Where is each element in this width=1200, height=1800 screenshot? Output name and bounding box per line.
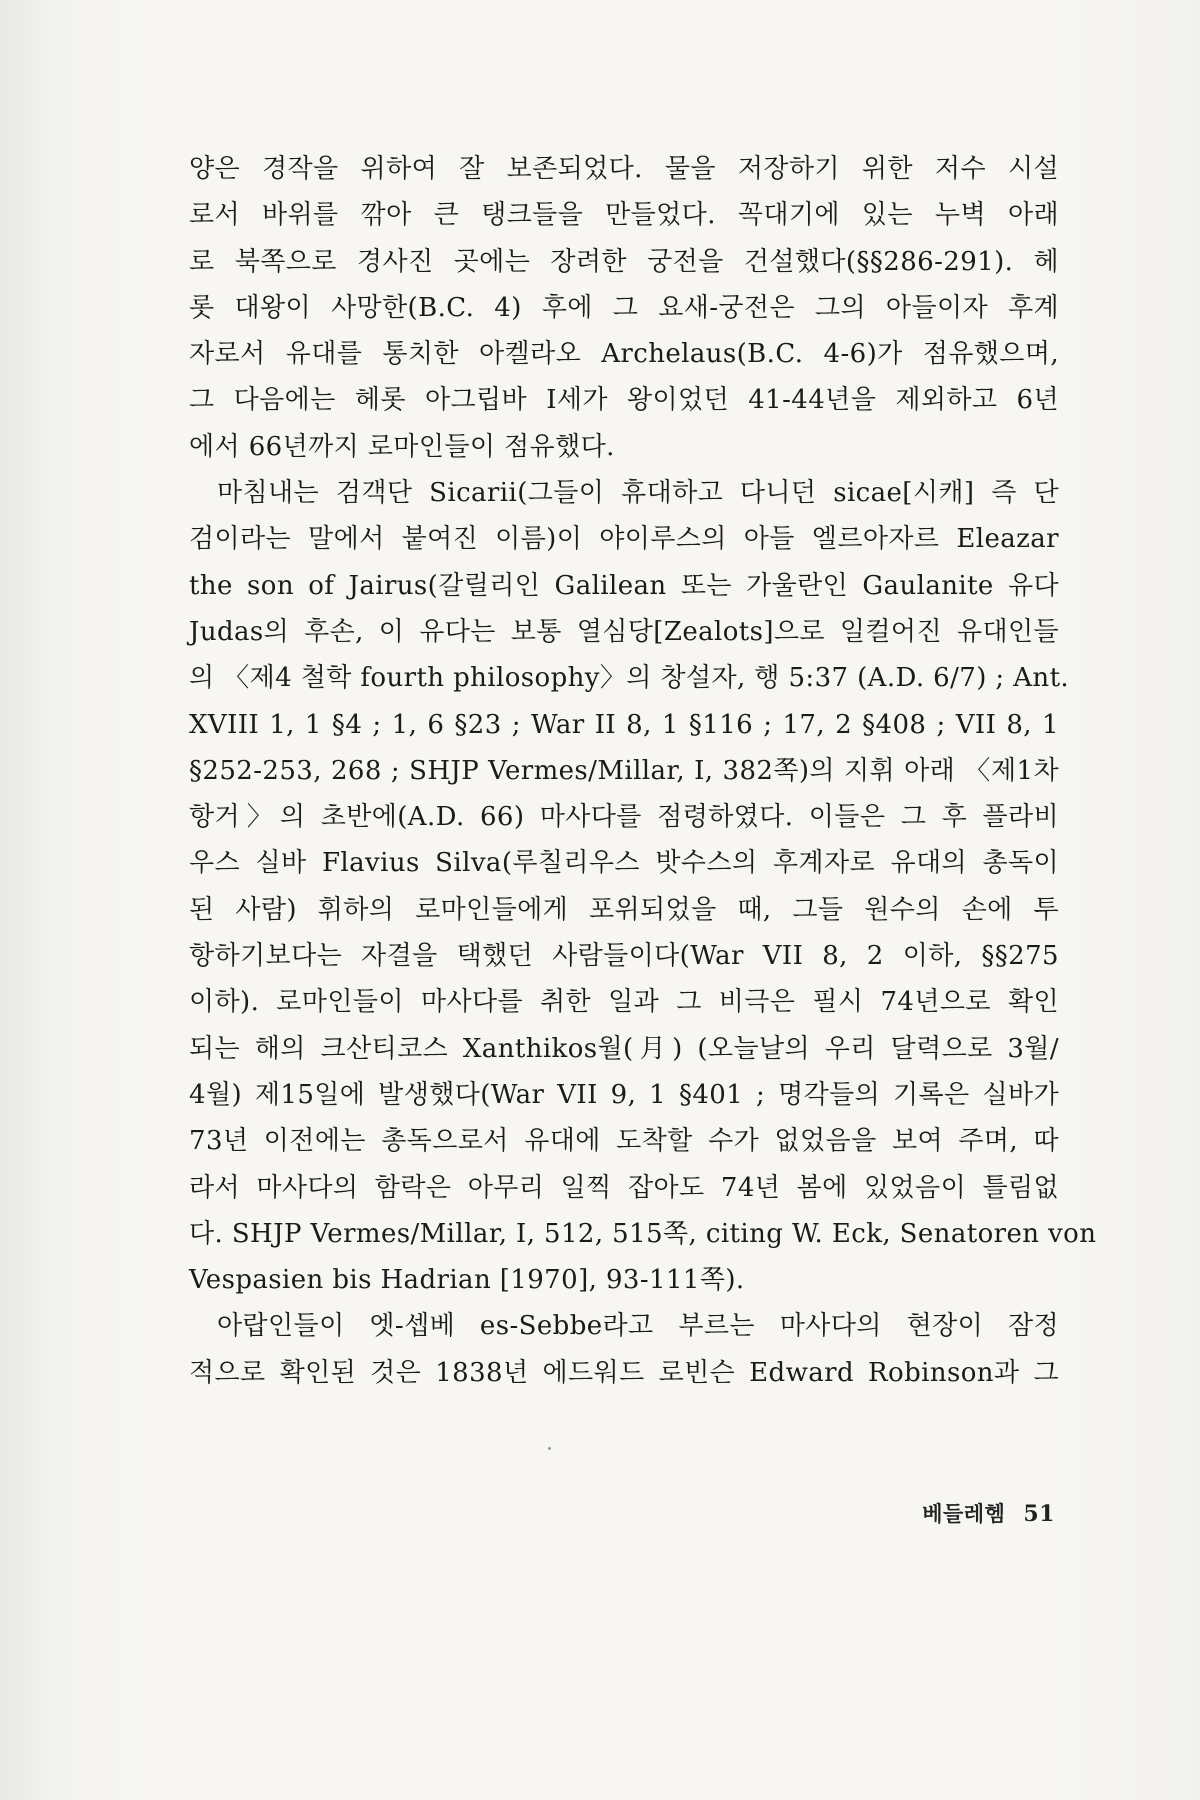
text-line: 라서 마사다의 함락은 아무리 일찍 잡아도 74년 봄에 있었음이 틀림없 [189,1172,1059,1203]
text-line: Vespasien bis Hadrian [1970], 93-111쪽). [189,1265,745,1296]
text-line: 로 북쪽으로 경사진 곳에는 장려한 궁전을 건설했다(§§286-291). 헤 [189,246,1059,277]
text-line: 다. SHJP Vermes/Millar, I, 512, 515쪽, citing W. Eck, Senatoren von [189,1218,1097,1249]
text-line: 이하). 로마인들이 마사다를 취한 일과 그 비극은 필시 74년으로 확인 [189,987,1059,1018]
text-line: 양은 경작을 위하여 잘 보존되었다. 물을 저장하기 위한 저수 시설 [189,154,1059,184]
text-line: 검이라는 말에서 붙여진 이름)이 야이루스의 아들 엘르아자르 Eleazar [189,524,1059,555]
paragraph-1 [189,146,1059,470]
text-line: 의 〈제4 철학 fourth philosophy〉의 창설자, 행 5:37 (A.D. 6/7) ; Ant. [189,663,1070,694]
text-line: 된 사람) 휘하의 로마인들에게 포위되었을 때, 그들 원수의 손에 투 [189,894,1059,925]
text-line: 우스 실바 Flavius Silva(루칠리우스 밧수스의 후계자로 유대의 총독이 [189,848,1059,879]
text-line: 롯 대왕이 사망한(B.C. 4) 후에 그 요새-궁전은 그의 아들이자 후계 [189,292,1059,323]
text-line: the son of Jairus(갈릴리인 Galilean 또는 가울란인 Gaulanite 유다 [189,570,1059,601]
paragraph-3 [189,1303,1059,1396]
text-line: 로서 바위를 깎아 큰 탱크들을 만들었다. 꼭대기에 있는 누벽 아래 [189,200,1059,231]
text-line: 항거〉의 초반에(A.D. 66) 마사다를 점령하였다. 이들은 그 후 플라비 [189,802,1059,833]
text-line: §252-253, 268 ; SHJP Vermes/Millar, I, 382쪽)의 지휘 아래 〈제1차 [189,755,1059,786]
text-line: 4월) 제15일에 발생했다(War VII 9, 1 §401 ; 명각들의 기록은 실바가 [189,1079,1059,1110]
text-line: 그 다음에는 헤롯 아그립바 I세가 왕이었던 41-44년을 제외하고 6년 [189,385,1059,416]
print-speck [548,1447,551,1450]
text-line: 마침내는 검객단 Sicarii(그들이 휴대하고 다니던 sicae[시캐] 즉 단 [217,478,1059,509]
text-line: 자로서 유대를 통치한 아켈라오 Archelaus(B.C. 4-6)가 점유했으며, [189,339,1059,370]
text-line: 되는 해의 크산티코스 Xanthikos월(月) (오늘날의 우리 달력으로 3월/ [189,1033,1059,1064]
text-line: XVIII 1, 1 §4 ; 1, 6 §23 ; War II 8, 1 §116 ; 17, 2 §408 ; VII 8, 1 [189,709,1059,740]
paragraph-2 [189,470,1097,1303]
body-text [189,146,1097,1396]
text-line: 에서 66년까지 로마인들이 점유했다. [189,431,615,462]
page-footer [922,1498,1055,1528]
text-line: 적으로 확인된 것은 1838년 에드워드 로빈슨 Edward Robinson과 그 [189,1357,1059,1388]
page-number: 51 [1023,1501,1055,1527]
text-line: 아랍인들이 엣-셉베 es-Sebbe라고 부르는 마사다의 현장이 잠정 [217,1311,1059,1342]
text-line: 73년 이전에는 총독으로서 유대에 도착할 수가 없었음을 보여 주며, 따 [189,1126,1059,1157]
text-line: Judas의 후손, 이 유다는 보통 열심당[Zealots]으로 일컬어진 유대인들 [189,616,1059,647]
text-line: 항하기보다는 자결을 택했던 사람들이다(War VII 8, 2 이하, §§275 [189,941,1059,972]
running-title: 베들레헴 [922,1502,1006,1526]
